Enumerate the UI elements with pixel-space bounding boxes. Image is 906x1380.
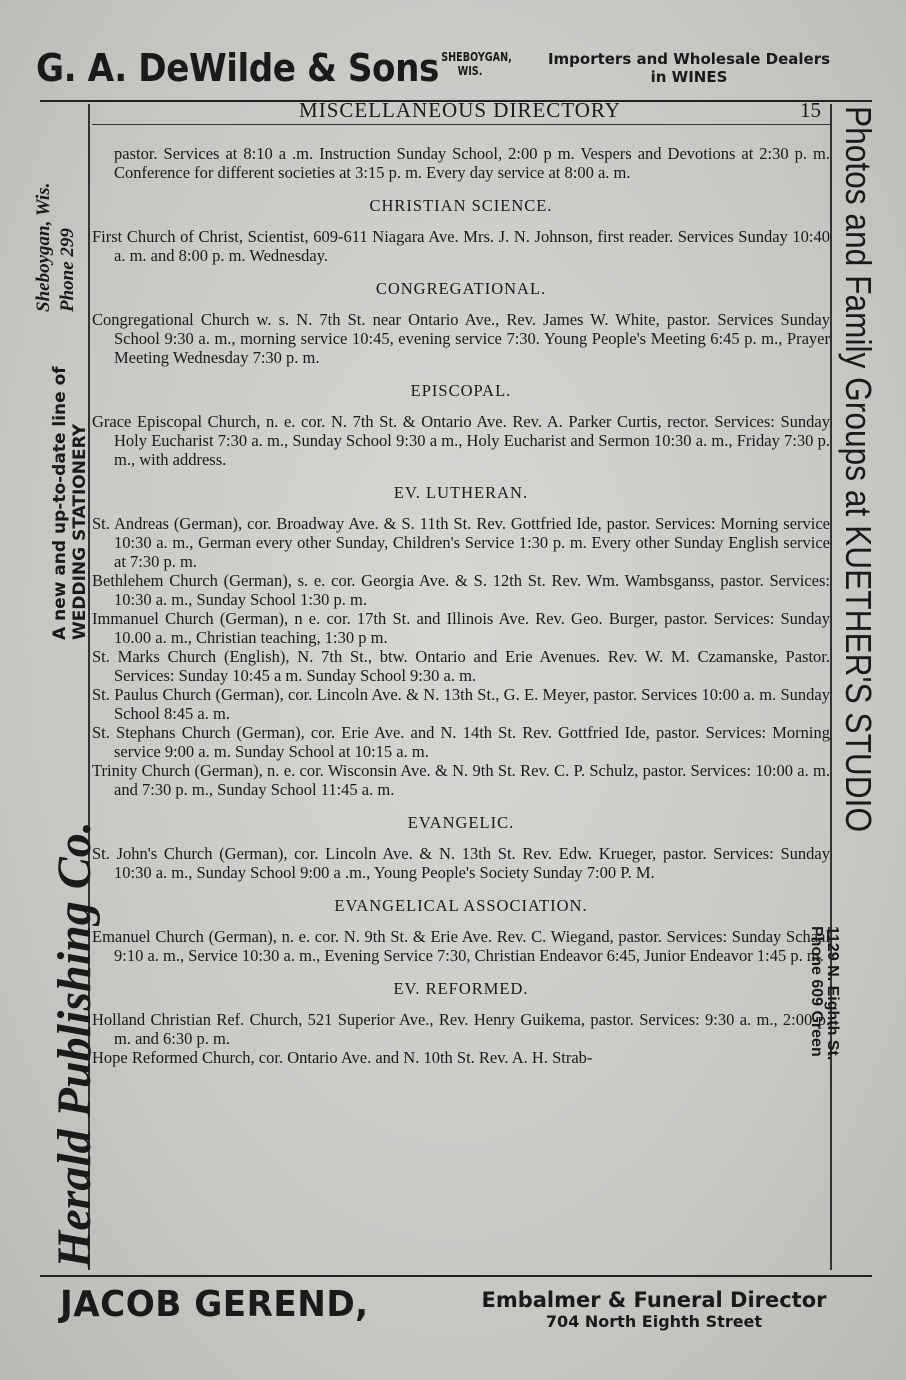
bottom-rule <box>40 1275 872 1277</box>
right-ad-phone: Phone 609 Green <box>808 926 825 1057</box>
section-heading: EVANGELICAL ASSOCIATION. <box>334 896 588 915</box>
directory-entry: Emanuel Church (German), n. e. cor. N. 9th St. & Erie Ave. Rev. C. Wiegand, pastor. Services: Sunday Schaal 9:10 a. m., Service 10:30 a. m., Evening Service 7:30, Christian Endeavor 6:45, Junior Endeavor 1:45 p. m. <box>92 927 830 965</box>
left-ad-phone: Phone 299 <box>57 228 78 312</box>
directory-entry: St. Marks Church (English), N. 7th St., btw. Ontario and Erie Avenues. Rev. W. M. Czamanske, Pastor. Services: Sunday 10:45 a m. Sunday School 9:30 a. m. <box>92 647 830 685</box>
section-heading: CHRISTIAN SCIENCE. <box>369 196 553 215</box>
directory-entry: St. John's Church (German), cor. Lincoln Ave. & N. 13th St. Rev. Edw. Krueger, pastor. Services: Sunday 10:30 a. m., Sunday School 9:00 a .m., Young People's Society Sunday 7:00 P. M. <box>92 844 830 882</box>
top-ad-city-line2: WIS. <box>457 64 483 78</box>
page-number: 15 <box>800 98 821 122</box>
directory-entry: Grace Episcopal Church, n. e. cor. N. 7th St. & Ontario Ave. Rev. A. Parker Curtis, rector. Services: Sunday Holy Eucharist 7:30 a. m., Sunday School 9:30 a m., Holy Eucharist and Sermon 10:30 a. m., Friday 7:30 p. m., with address. <box>92 412 830 469</box>
directory-entry: St. Andreas (German), cor. Broadway Ave. & S. 11th St. Rev. Gottfried Ide, pastor. Services: Morning service 10:30 a. m., German every other Sunday, Children's Service 1:30 p. m. Every other Sunday English service at 7:30 p. m. <box>92 514 830 571</box>
directory-entry: Hope Reformed Church, cor. Ontario Ave. and N. 10th St. Rev. A. H. Strab- <box>92 1048 593 1067</box>
bottom-ad-address: 704 North Eighth Street <box>545 1312 763 1331</box>
left-ad-location <box>32 70 80 320</box>
directory-entry: St. Paulus Church (German), cor. Lincoln Ave. & N. 13th St., G. E. Meyer, pastor. Services 10:00 a. m. Sunday School 8:45 a. m. <box>92 685 830 723</box>
top-ad-business-line1: Importers and Wholesale Dealers <box>547 50 831 68</box>
section-heading: EVANGELIC. <box>407 813 515 832</box>
left-ad-stationery-line2: WEDDING STATIONERY <box>70 423 90 640</box>
top-ad-city <box>441 50 512 78</box>
directory-entry: Congregational Church w. s. N. 7th St. near Ontario Ave., Rev. James W. White, pastor. Services Sunday School 9:30 a. m., morning service 10:45, evening service 7:30. Young People's Meeting 6:45 p. m., Prayer Meeting Wednesday 7:30 p. m. <box>92 310 830 367</box>
section-heading: EPISCOPAL. <box>410 381 512 400</box>
bottom-advertisement <box>40 1284 872 1344</box>
top-ad-business-line2: in WINES <box>650 68 728 86</box>
header-rule <box>92 124 830 125</box>
top-advertisement <box>30 40 876 98</box>
directory-entry: First Church of Christ, Scientist, 609-611 Niagara Ave. Mrs. J. N. Johnson, first reader. Services Sunday 10:40 a. m. and 8:00 p. m. Wednesday. <box>92 227 830 265</box>
directory-entry: Bethlehem Church (German), s. e. cor. Georgia Ave. & S. 12th St. Rev. Wm. Wambsganss, pastor. Services: 10:30 a. m., Sunday School 1:30 p. m. <box>92 571 830 609</box>
directory-entry: pastor. Services at 8:10 a .m. Instruction Sunday School, 2:00 p m. Vespers and Devotions at 2:30 p. m. Conference for different societies at 3:15 p. m. Every day service at 8:00 a. m. <box>114 144 830 182</box>
section-heading: CONGREGATIONAL. <box>375 279 547 298</box>
left-ad-stationery-line1: A new and up-to-date line of <box>50 366 70 640</box>
bottom-ad-service: Embalmer & Funeral Director <box>481 1288 827 1312</box>
directory-entry: Holland Christian Ref. Church, 521 Superior Ave., Rev. Henry Guikema, pastor. Services: 9:30 a. m., 2:00 p. m. and 6:30 p. m. <box>92 1010 830 1048</box>
bottom-ad-name: JACOB GEREND, <box>60 1284 369 1325</box>
right-ad-headline: Photos and Family Groups at KUETHER'S STUDIO <box>838 106 879 833</box>
page-title: MISCELLANEOUS DIRECTORY <box>299 98 621 122</box>
directory-entry: St. Stephans Church (German), cor. Erie Ave. and N. 14th St. Rev. Gottfried Ide, pastor. Services: Morning service 9:00 a. m. Sunday School at 10:15 a. m. <box>92 723 830 761</box>
top-ad-business <box>508 50 870 86</box>
left-ad-city: Sheboygan, Wis. <box>33 182 54 312</box>
directory-entry: Immanuel Church (German), n e. cor. 17th St. and Illinois Ave. Rev. Geo. Burger, pastor. Services: Sunday 10.00 a. m., Christian teaching, 1:30 p m. <box>92 609 830 647</box>
directory-entry: Trinity Church (German), n. e. cor. Wisconsin Ave. & N. 9th St. Rev. C. P. Schulz, pastor. Services: 10:00 a. m. and 7:30 p. m., Sunday School 11:45 a. m. <box>92 761 830 799</box>
left-ad-herald: Herald Publishing Co. <box>48 821 101 1268</box>
section-heading: EV. REFORMED. <box>393 979 529 998</box>
directory-content <box>92 144 830 1067</box>
top-ad-firm-name: G. A. DeWilde & Sons <box>36 46 439 90</box>
right-ad-address: 1129 N. Eighth St. <box>824 926 841 1061</box>
top-ad-city-line1: SHEBOYGAN, <box>441 50 512 64</box>
section-heading: EV. LUTHERAN. <box>393 483 529 502</box>
